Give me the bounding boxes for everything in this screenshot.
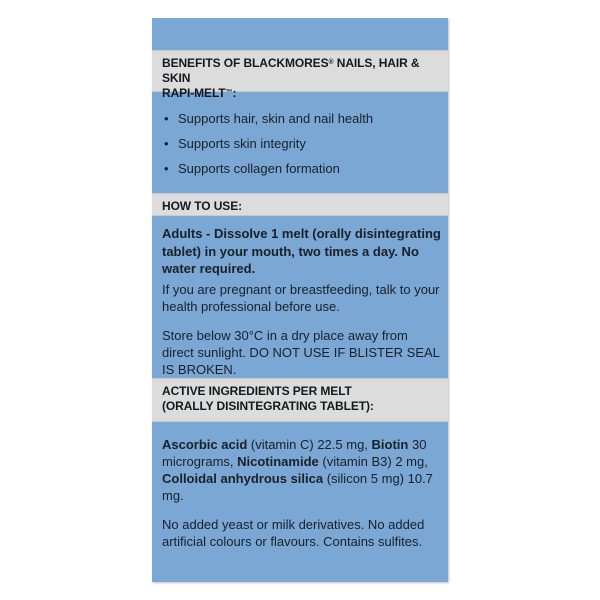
benefits-heading-line2: RAPI-MELT: [162, 86, 226, 100]
adults-instructions: Dissolve 1 melt (orally disintegrating tablet) in your mouth, two times a day. No water required.: [162, 226, 441, 276]
storage-instructions: Store below 30°C in a dry place away from direct sunlight. DO NOT USE IF BLISTER SEAL IS BROKEN.: [162, 328, 440, 377]
ingredients-heading-line2: (ORALLY DISINTEGRATING TABLET):: [162, 399, 374, 413]
benefits-heading-colon: :: [232, 86, 237, 100]
list-item: [164, 156, 373, 181]
benefits-heading: [152, 50, 448, 100]
bullet-icon: •: [164, 111, 169, 126]
how-to-use-heading: [152, 193, 448, 216]
how-to-use-heading-text: HOW TO USE:: [162, 199, 243, 213]
bullet-icon: •: [164, 136, 169, 151]
ingredient-name: Ascorbic acid: [162, 437, 248, 452]
benefits-list: [164, 106, 373, 181]
ingredient-detail: (silicon 5 mg) 10.7 mg.: [162, 471, 433, 503]
adults-label: Adults -: [162, 226, 211, 241]
registered-mark: ®: [328, 59, 334, 66]
list-item: [164, 131, 373, 156]
ingredient-name: Colloidal anhydrous silica: [162, 471, 324, 486]
ingredients-heading: [152, 378, 448, 422]
ingredients-list: [162, 436, 442, 504]
ingredient-detail: (vitamin C) 22.5 mg,: [247, 437, 372, 452]
benefits-heading-line1-rest: NAILS, HAIR & SKIN: [162, 56, 420, 85]
benefit-text: Supports skin integrity: [178, 136, 306, 151]
trademark-mark: ™: [225, 89, 233, 96]
adults-dosage: [162, 225, 442, 278]
allergen-notes: No added yeast or milk derivatives. No added artificial colours or flavours. Contains sulfites.: [162, 517, 425, 549]
benefit-text: Supports hair, skin and nail health: [178, 111, 374, 126]
list-item: [164, 106, 373, 131]
ingredient-name: Biotin: [371, 437, 409, 452]
ingredient-detail: 30 micrograms,: [162, 437, 427, 469]
ingredient-detail: (vitamin B3) 2 mg,: [318, 454, 428, 469]
benefit-text: Supports collagen formation: [178, 161, 340, 176]
ingredients-heading-line1: ACTIVE INGREDIENTS PER MELT: [162, 384, 352, 398]
benefits-heading-line1: BENEFITS OF BLACKMORES: [162, 56, 329, 70]
ingredient-name: Nicotinamide: [237, 454, 319, 469]
bullet-icon: •: [164, 161, 169, 176]
product-label-panel: [152, 18, 448, 582]
pregnancy-warning: If you are pregnant or breastfeeding, talk to your health professional before use.: [162, 282, 440, 314]
